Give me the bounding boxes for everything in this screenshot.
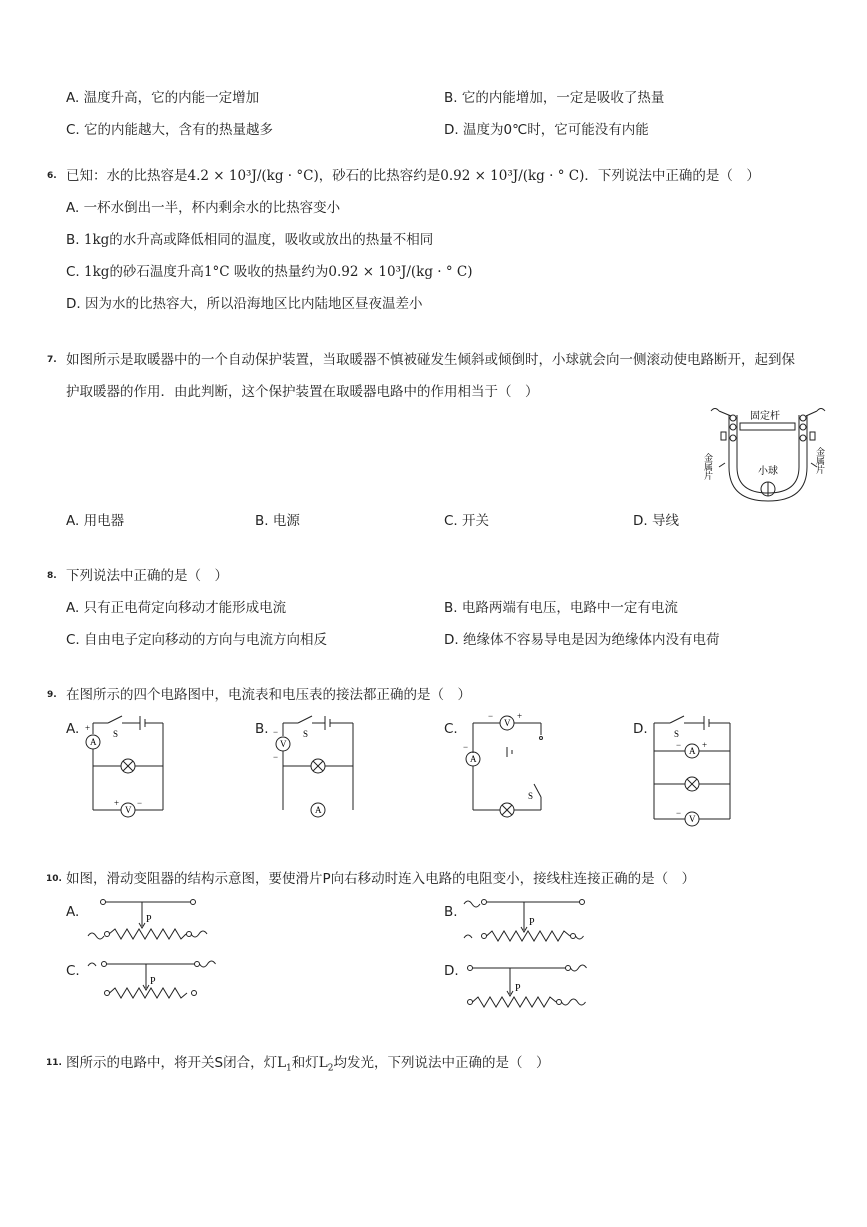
q9-circuit-d [648, 712, 738, 824]
q8-number: 8. [47, 571, 57, 581]
q6-stem-part1: 已知：水的比热容是 [66, 168, 188, 184]
q9-option-b-label: B. [255, 721, 269, 737]
q9-circuit-c [458, 712, 553, 824]
q5-option-d: D. 温度为0℃时，它可能没有内能 [444, 122, 649, 138]
q6-option-d: D. 因为水的比热容大，所以沿海地区比内陆地区昼夜温差小 [66, 296, 423, 312]
q9b-switch-label: S [303, 729, 309, 739]
q10-option-b-label: B. [444, 904, 458, 920]
q9d-ammeter-plus: + [702, 740, 708, 750]
q10b-wire-top [464, 901, 480, 907]
q9b-switch [298, 716, 312, 723]
q11-stem [66, 1054, 549, 1078]
q9-number: 9. [47, 690, 57, 700]
q10a-wire-left [88, 933, 104, 939]
q9c-ammeter-minus: − [463, 742, 469, 752]
q9a-ammeter-label: A [90, 737, 97, 747]
q9a-voltmeter-plus: + [114, 798, 120, 808]
q9b-ammeter-label: A [315, 805, 322, 815]
q11-lamp-l2: L [318, 1055, 328, 1071]
q11-lamp-l2-sub: 2 [327, 1063, 334, 1074]
q6-option-c-temp: 1°C [203, 264, 230, 280]
q9b-voltmeter-label: V [280, 739, 287, 749]
q6-option-c-mass: 1kg [84, 264, 110, 280]
q5-option-b: B. 它的内能增加，一定是吸收了热量 [444, 90, 665, 106]
q7-option-c: C. 开关 [444, 513, 490, 529]
q6-option-c-value: 0.92 × 10³J/(kg · ° C) [328, 264, 473, 280]
q9-option-a-label: A. [66, 721, 80, 737]
q7-option-a: A. 用电器 [66, 513, 125, 529]
q9-option-c-label: C. [444, 721, 458, 737]
q6-option-b-prefix: B. [66, 232, 84, 248]
q10a-resistance-coil [109, 929, 186, 939]
q9c-ammeter-label: A [470, 754, 477, 764]
q6-option-b-mass: 1kg [83, 232, 110, 248]
q5-option-c: C. 它的内能越大，含有的热量越多 [66, 122, 274, 138]
q11-stem-part1: 图所示的电路中，将开关S闭合，灯 [66, 1055, 278, 1071]
q8-option-a: A. 只有正电荷定向移动才能形成电流 [66, 600, 287, 616]
q8-stem: 下列说法中正确的是（ ） [66, 568, 228, 584]
q8-option-c: C. 自由电子定向移动的方向与电流方向相反 [66, 632, 328, 648]
q10b-resistance-coil [487, 931, 571, 941]
q7-stem-line1: 如图所示是取暖器中的一个自动保护装置，当取暖器不慎被碰发生倾斜或倾倒时，小球就会向一侧滚动使电路断开，起到保 [66, 352, 795, 368]
q9b-voltmeter-minus: − [273, 727, 279, 737]
q7-option-d: D. 导线 [633, 513, 679, 529]
q6-option-b [66, 231, 433, 249]
q8-option-d: D. 绝缘体不容易导电是因为绝缘体内没有电荷 [444, 632, 720, 648]
q6-stem-part2: ，砂石的比热容约是 [318, 168, 441, 184]
q6-sand-heat-capacity: 0.92 × 10³J/(kg · ° C) [440, 168, 585, 184]
q10a-slider-label: P [146, 914, 152, 925]
q5-option-a: A. 温度升高，它的内能一定增加 [66, 90, 260, 106]
q6-option-c-text1: 的砂石温度升高 [109, 264, 204, 280]
q9d-ammeter-label: A [689, 746, 696, 756]
q9a-voltmeter-label: V [125, 805, 132, 815]
q6-water-heat-capacity: 4.2 × 10³J/(kg · °C) [187, 168, 319, 184]
q9d-voltmeter-minus: − [676, 808, 682, 818]
q10d-wire-top [571, 965, 587, 971]
q7-number: 7. [47, 355, 57, 365]
q6-number: 6. [47, 171, 57, 181]
q7-label-fixed-rod: 固定杆 [750, 411, 780, 422]
q10-stem: 如图，滑动变阻器的结构示意图，要使滑片P向右移动时连入电路的电阻变小，接线柱连接正确的是（ ） [66, 871, 696, 887]
q6-stem-part3: ．下列说法中正确的是（ ） [584, 168, 760, 184]
q8-option-b: B. 电路两端有电压，电路中一定有电流 [444, 600, 678, 616]
q9d-voltmeter-label: V [689, 814, 696, 824]
q9c-switch-label: S [528, 791, 534, 801]
q6-option-c-text2: 吸收的热量约为 [229, 264, 329, 280]
q9d-switch-label: S [674, 729, 680, 739]
q7-stem-line2: 护取暖器的作用．由此判断，这个保护装置在取暖器电路中的作用相当于（ ） [66, 384, 539, 400]
q9-stem: 在图所示的四个电路图中，电流表和电压表的接法都正确的是（ ） [66, 687, 471, 703]
q9b-voltmeter-minus-2: − [273, 752, 279, 762]
q10-option-c-label: C. [66, 963, 80, 979]
q6-option-a: A. 一杯水倒出一半，杯内剩余水的比热容变小 [66, 200, 341, 216]
q9-circuit-a [80, 712, 170, 824]
q10-rheostat-c [88, 956, 223, 1000]
q10-option-d-label: D. [444, 963, 459, 979]
q10-rheostat-a [88, 894, 223, 946]
q7-protection-device-figure [705, 405, 830, 510]
q9-circuit-b [270, 712, 360, 824]
q7-label-ball: 小球 [758, 466, 778, 477]
q9a-switch-label: S [113, 729, 119, 739]
q6-stem [66, 167, 760, 185]
q7-fixed-rod [740, 423, 795, 430]
q10c-slider-label: P [150, 976, 156, 987]
q7-label-metal-left: 金属片 [703, 453, 713, 480]
q9a-switch [108, 716, 122, 723]
q10-rheostat-d [462, 958, 602, 1010]
q6-option-c-prefix: C. [66, 264, 85, 280]
q9d-ammeter-minus: − [676, 740, 682, 750]
q11-lamp-l1: L [277, 1055, 287, 1071]
q9-option-d-label: D. [633, 721, 648, 737]
q10c-resistance-coil [110, 988, 188, 998]
q10c-wire-left [88, 963, 96, 966]
q9a-ammeter-plus: + [85, 723, 91, 733]
q10-rheostat-b [462, 894, 597, 946]
q9c-switch [534, 784, 541, 797]
q10-number: 10. [46, 874, 62, 884]
q11-stem-part2: 和灯 [291, 1055, 319, 1071]
q7-label-metal-right: 金属片 [815, 447, 825, 474]
q9c-voltmeter-minus: − [488, 711, 494, 721]
q6-option-b-text: 的水升高或降低相同的温度，吸收或放出的热量不相同 [109, 232, 434, 248]
q11-number: 11. [46, 1058, 62, 1068]
q10-option-a-label: A. [66, 904, 80, 920]
q9c-voltmeter-label: V [504, 718, 511, 728]
q10d-resistance-coil [473, 997, 557, 1007]
q6-option-c [66, 263, 473, 281]
q10d-slider-label: P [515, 983, 521, 994]
q10b-slider-label: P [529, 917, 535, 928]
q11-lamp-l1-sub: 1 [286, 1063, 292, 1074]
q11-stem-part3: 均发光，下列说法中正确的是（ ） [333, 1055, 550, 1071]
q7-option-b: B. 电源 [255, 513, 300, 529]
q9c-voltmeter-plus: + [517, 711, 523, 721]
q9a-voltmeter-minus: − [137, 798, 143, 808]
q9d-switch [670, 716, 684, 723]
